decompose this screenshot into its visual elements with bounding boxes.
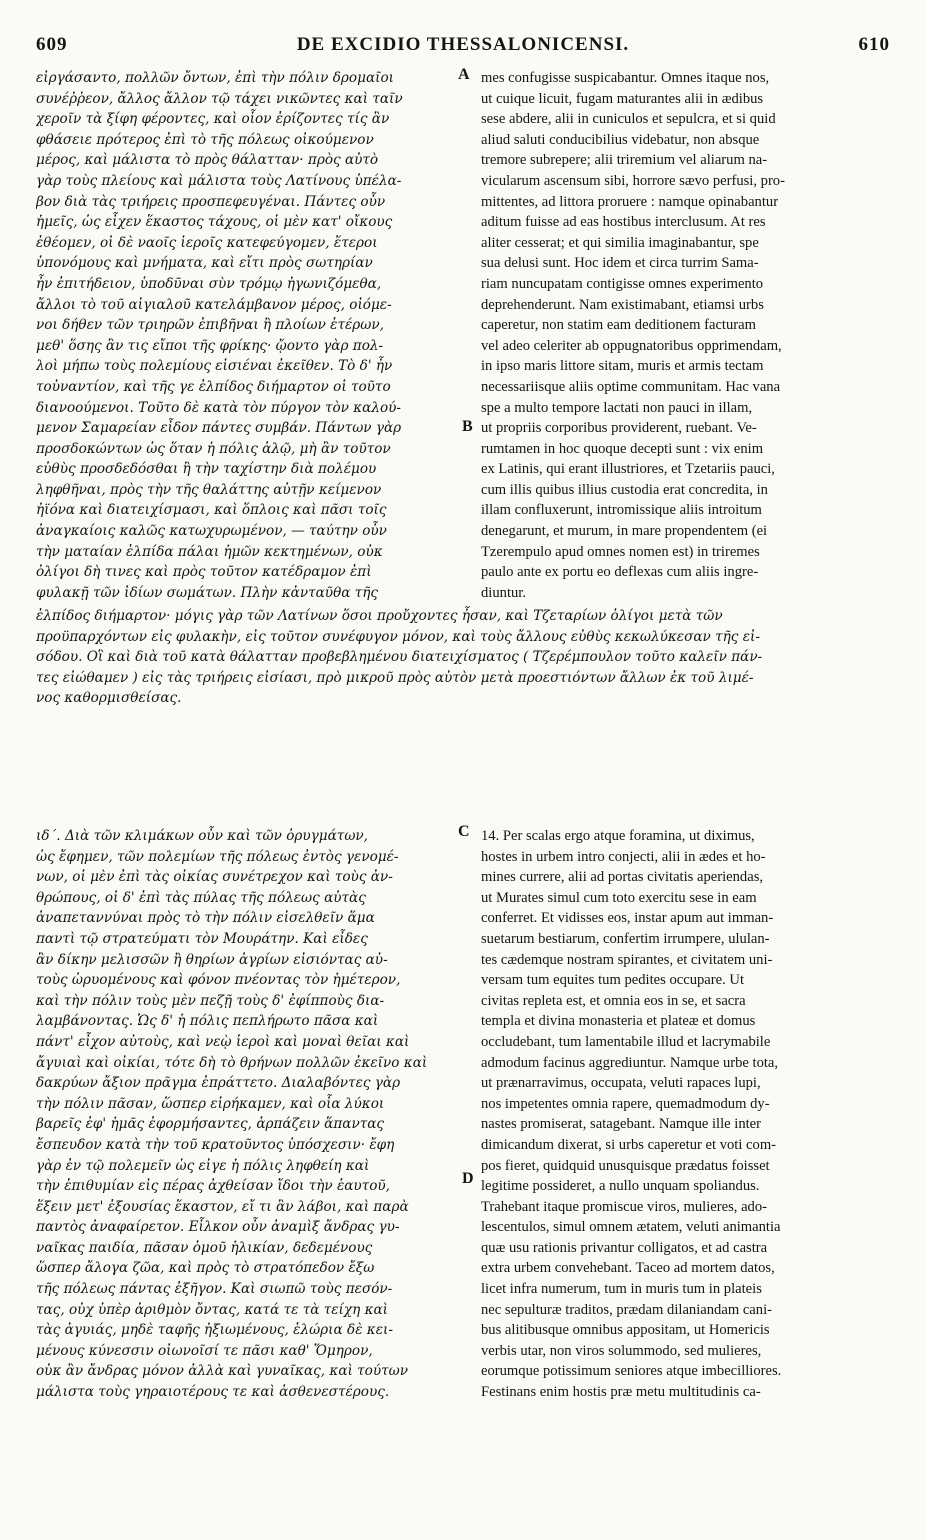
- text-line: sua delusi sunt. Hoc idem et circa turrim Sama-: [481, 255, 759, 272]
- text-line: hostes in urbem intro conjecti, alii in ædes et ho-: [481, 848, 766, 865]
- text-line: μενον Σαμαρείαν εἶδον πάντες συμβάν. Πάντων γὰρ: [36, 420, 402, 437]
- text-line: tes cædemque nostram spirantes, et civitatem uni-: [481, 951, 773, 968]
- text-line: Tzerempulo apud omnes nomen est) in triremes: [481, 543, 760, 560]
- text-line: μεθ' ὅσης ἂν τις εἴποι τῆς φρίκης· ᾤοντο γὰρ πολ-: [36, 337, 384, 354]
- text-line: παντὸς ἀναφαίρετον. Εἷλκον οὖν ἀναμὶξ ἄνδρας γυ-: [36, 1219, 400, 1236]
- text-line: μέρος, καὶ μάλιστα τὸ πρὸς θάλατταν· πρὸς αὐτὸ: [36, 152, 379, 169]
- margin-marker-a: A: [458, 66, 470, 83]
- text-line: τὰς ἀγυιάς, μηδὲ ταφῆς ἠξιωμένους, ἑλώρια δὲ κει-: [36, 1322, 393, 1339]
- text-line: Festinans enim hostis præ metu multitudinis ca-: [481, 1384, 761, 1401]
- running-title: DE EXCIDIO THESSALONICENSI.: [296, 34, 630, 55]
- text-line: ἕξειν μετ' ἐξουσίας ἕκαστον, εἴ τι ἂν λάβοι, καὶ παρὰ: [36, 1198, 409, 1215]
- text-line: θρώπους, οἱ δ' ἐπὶ τὰς πύλας τῆς πόλεως αὐτὰς: [36, 889, 366, 906]
- text-line: λαμβάνοντας. Ὡς δ' ἡ πόλις πεπλήρωτο πᾶσα καὶ: [36, 1013, 379, 1030]
- text-line: μάλιστα τοὺς γηραιοτέρους τε καὶ ἀσθενεστέρους.: [36, 1384, 390, 1401]
- text-line: in ipso maris littore sitam, muris et armis tectam: [481, 358, 764, 375]
- text-line: νων, οἱ μὲν ἐπὶ τὰς οἰκίας συνέτρεχον καὶ τοὺς ἀν-: [36, 869, 393, 886]
- text-line: βαρεῖς ἐφ' ἡμᾶς ἐφορμήσαντες, ἁρπάζειν ἅπαντας: [36, 1116, 385, 1133]
- text-line: ἂν δίκην μελισσῶν ἢ θηρίων ἀγρίων εἰσιόντας αὐ-: [36, 951, 388, 968]
- text-line: ἀναπεταννύναι πρὸς τὸ τὴν πόλιν εἰσελθεῖν ἅμα: [36, 910, 375, 927]
- text-line: τοὺς ὡρυομένους καὶ φόνον πνέοντας τὸν ἡμέτερον,: [36, 972, 401, 989]
- text-line: nec sepulturæ traditos, prædam dilaniandam cani-: [481, 1301, 772, 1318]
- text-line: mines currere, alii ad portas civitatis aperiendas,: [481, 869, 764, 886]
- text-line: aliter cesserat; et qui similia imaginabantur, spe: [481, 234, 759, 251]
- text-line: εἰργάσαντο, πολλῶν ὄντων, ἐπὶ τὴν πόλιν δρομαῖοι: [36, 70, 394, 86]
- text-line: γὰρ ἐν τῷ πολεμεῖν ὡς εἰγε ἡ πόλις ληφθείη καὶ: [36, 1157, 370, 1174]
- text-line: ὑπονόμους καὶ μνήματα, καὶ εἴτι πρὸς σωτηρίαν: [36, 255, 373, 272]
- text-line: cum illis quibus illius custodia erat concredita, in: [481, 481, 768, 498]
- text-line: eorumque potissimum seniores atque imbecilliores.: [481, 1363, 782, 1380]
- text-line: προσδοκώντων ὡς ὅταν ἡ πόλις ἁλῷ, μὴ ἂν τοῦτον: [36, 440, 391, 457]
- text-line: τες εἰώθαμεν ) εἰς τὰς τριήρεις εἰσίασι, πρὸ μικροῦ πρὸς αὐτὸν μετὰ προεστιόντων ἄλλων ἐκ τοῦ λιμέ-: [36, 669, 754, 686]
- text-line: ἀναγκαίοις καλῶς κατωχυρωμένον, — ταύτην οὖν: [36, 523, 387, 540]
- text-line: bus alitibusque omnibus appositam, ut Homericis: [481, 1322, 770, 1339]
- text-line: μένους κύνεσσιν οἰωνοῖσί τε πᾶσι καθ' Ὅμηρον,: [36, 1342, 373, 1359]
- text-line: versam tum equites tum pedites occupare. Ut: [481, 972, 745, 989]
- text-line: admodum facinus aggrediuntur. Namque urbe tota,: [481, 1054, 779, 1071]
- text-line: ληφθῆναι, πρὸς τὴν τῆς θαλάττης αὐτῇν κείμενον: [36, 481, 382, 498]
- text-line: τὴν πόλιν πᾶσαν, ὥσπερ εἰρήκαμεν, καὶ οἷα λύκοι: [36, 1095, 385, 1112]
- text-line: dimicandum dixerat, si urbs caperetur et voti com-: [481, 1136, 777, 1153]
- text-line: mittentes, ad littora proruere : namque opinabantur: [481, 193, 779, 210]
- text-line: συνέῤῥεον, ἄλλος ἄλλον τῷ τάχει νικῶντες καὶ ταῖν: [36, 90, 403, 107]
- margin-marker-b: B: [462, 418, 473, 435]
- text-line: εὐθὺς προσδεδόσθαι ἢ τὴν ταχίστην διὰ πολέμου: [36, 461, 377, 478]
- text-line: sese abdere, alii in cuniculos et sepulcra, et si quid: [481, 111, 776, 128]
- text-line: aditum fuisse ad eas hostibus interclusum. At res: [481, 214, 766, 231]
- text-line: τῆς πόλεως πάντας ἐξῆγον. Καὶ σιωπῶ τοὺς πεσόν-: [36, 1281, 393, 1298]
- text-line: ὥσπερ ἄλογα ζῶα, καὶ πρὸς τὸ στρατόπεδον ἔξω: [36, 1260, 375, 1277]
- text-line: ut prænarravimus, occupata, veluti rapaces lupi,: [481, 1075, 761, 1092]
- page-header: [36, 34, 890, 58]
- text-line: σόδου. Οἳ καὶ διὰ τοῦ κατὰ θάλατταν προβεβλημένου διατειχίσματος ( Τζερέμπουλον τοῦτο καλεῖν πάν-: [36, 649, 763, 666]
- text-line: προϋπαρχόντων εἰς φυλακὴν, εἰς τοῦτον συνέφυγον μόνον, καὶ τοὺς ἄλλους εὐθὺς κεκωλύκεσαν τῆς εἰ-: [36, 628, 760, 645]
- page-number-left: 609: [36, 34, 68, 55]
- text-line: ἐθέομεν, οἱ δὲ ναοῖς ἱεροῖς κατεφεύγομεν, ἕτεροι: [36, 234, 378, 251]
- text-line: suetarum bestiarum, confertim irrumpere, ululan-: [481, 930, 770, 947]
- text-line: ἡμεῖς, ὡς εἶχεν ἕκαστος τάχους, οἱ μὲν κατ' οἴκους: [36, 214, 393, 231]
- text-line: occludebant, tum lamentabile illud et lacrymabile: [481, 1033, 771, 1050]
- text-line: οὐκ ἂν ἄνδρας μόνον ἀλλὰ καὶ γυναῖκας, καὶ τούτων: [36, 1363, 408, 1380]
- text-line: πάντ' εἶχον αὐτοὺς, καὶ νεῲ ἱεροὶ καὶ μοναὶ θεῖαι καὶ: [36, 1033, 410, 1050]
- text-line: ut Murates simul cum toto exercitu sese in eam: [481, 889, 757, 906]
- text-line: παντὶ τῷ στρατεύματι τὸν Μουράτην. Καὶ εἶδες: [36, 930, 368, 947]
- text-line: δακρύων ἄξιον πρᾶγμα ἐπράττετο. Διαλαβόντες γὰρ: [36, 1075, 401, 1092]
- text-line: χεροῖν τὰ ξίφη φέροντες, καὶ οἷον ἐρίζοντες τίς ἂν: [36, 111, 390, 128]
- text-line: ὀλίγοι δὴ τινες καὶ πρὸς τοῦτον κατέδραμον ἐπὶ: [36, 564, 372, 581]
- text-line: ἔσπευδον κατὰ τὴν τοῦ κρατοῦντος ὑπόσχεσιν· ἔφη: [36, 1136, 395, 1153]
- text-line: φθάσειε πρότερος ἐπὶ τὸ τῆς πόλεως οἰκούμενον: [36, 131, 374, 148]
- text-line: diuntur.: [481, 584, 526, 601]
- text-line: lescentulos, simul omnem ætatem, veluti animantia: [481, 1219, 781, 1236]
- text-line: νοι δήθεν τῶν τριηρῶν ἐπιβῆναι ἢ πλοίων ἑτέρων,: [36, 317, 384, 334]
- text-line: templa et divina monasteria et plateæ et domus: [481, 1013, 756, 1030]
- text-line: νος καθορμισθείσας.: [36, 690, 182, 707]
- text-line: legitime possideret, a nullo unquam spoliandus.: [481, 1178, 760, 1195]
- text-line: extra urbem convehebant. Taceo ad mortem datos,: [481, 1260, 775, 1277]
- text-line: mes confugisse suspicabantur. Omnes itaque nos,: [481, 70, 770, 86]
- text-line: ut propriis corporibus providerent, ruebant. Ve-: [481, 420, 757, 437]
- text-line: γὰρ τοὺς πλείους καὶ μάλιστα τοὺς Λατίνους ὑπέλα-: [36, 172, 402, 189]
- text-line: necessariisque aliis optime communitam. Hac vana: [481, 378, 781, 395]
- text-line: nos impetentes omnia rapere, quemadmodum dy-: [481, 1095, 770, 1112]
- text-line: vicularum ascensum sibi, horrore sævo perfusi, pro-: [481, 172, 785, 189]
- text-line: riam nuncupatam contigisse omnes experimento: [481, 275, 764, 292]
- text-line: paulo ante ex portu eo deflexas cum aliis ingre-: [481, 564, 759, 581]
- greek-full-width-paragraph: [36, 606, 896, 709]
- text-line: licet infra numerum, tum in muris tum in plateis: [481, 1281, 762, 1298]
- text-line: denegarunt, et murum, in mare propendentem (ei: [481, 523, 768, 540]
- text-line: ἄγυιαὶ καὶ οἰκίαι, τότε δὴ τὸ θρήνων πολλῶν ἐκεῖνο καὶ: [36, 1054, 428, 1071]
- text-line: τοὐναντίον, καὶ τῆς γε ἐλπίδος διήμαρτον οἱ τοῦτο: [36, 378, 391, 395]
- text-line: ex Latinis, qui erant illustriores, et Tzetariis pauci,: [481, 461, 775, 478]
- text-line: ναῖκας παιδία, πᾶσαν ὁμοῦ ἡλικίαν, δεδεμένους: [36, 1239, 373, 1256]
- text-line: aliud saluti conducibilius videbatur, non absque: [481, 131, 760, 148]
- text-line: civitas repleta est, et omnia eos in se, et sacra: [481, 992, 746, 1009]
- text-line: tremore subrepere; alii triremium vel aliarum na-: [481, 152, 768, 169]
- text-line: caperetur, non statim eam deditionem facturam: [481, 317, 756, 334]
- greek-column-bottom: [36, 826, 454, 1403]
- text-line: verbis utar, non viros solummodo, sed mulieres,: [481, 1342, 762, 1359]
- page-number-right: 610: [858, 34, 890, 55]
- text-line: Trahebant itaque promiscue viros, mulieres, ado-: [481, 1198, 767, 1215]
- text-line: quæ usu rationis privantur colligatos, et ad castra: [481, 1239, 768, 1256]
- text-line: spe a multo tempore lactati non pauci in illam,: [481, 399, 753, 416]
- text-line: τὴν ματαίαν ἐλπίδα πάλαι ἡμῶν κεκτημένων, οὐκ: [36, 543, 383, 560]
- text-line: διανοούμενοι. Τοῦτο δὲ κατὰ τὸν πύργον τὸν καλού-: [36, 399, 402, 416]
- text-line: deprehenderunt. Nam existimabant, etiamsi urbs: [481, 296, 764, 313]
- margin-marker-c: C: [458, 823, 470, 840]
- text-line: τας, οὐχ ὑπὲρ ἀριθμὸν ὄντας, κατά τε τὰ τείχη καὶ: [36, 1301, 389, 1318]
- text-line: ὡς ἔφημεν, τῶν πολεμίων τῆς πόλεως ἐντὸς γενομέ-: [36, 848, 399, 865]
- text-line: ἠϊόνα καὶ διατειχίσμασι, καὶ ὅπλοις καὶ πᾶσι τοῖς: [36, 502, 387, 519]
- latin-column-top: [481, 68, 895, 603]
- text-line: ἄλλοι τὸ τοῦ αἰγιαλοῦ κατελάμβανον μέρος, οἰόμε-: [36, 296, 392, 313]
- margin-marker-d: D: [462, 1170, 474, 1187]
- text-line: conferret. Et vidisses eos, instar apum aut imman-: [481, 910, 774, 927]
- text-line: καὶ τὴν πόλιν τοὺς μὲν πεζῇ τοὺς δ' ἐφίπποὺς δια-: [36, 992, 385, 1009]
- text-line: rumtamen in hoc quoque decepti sunt : vix enim: [481, 440, 764, 457]
- text-line: βον διὰ τὰς τριήρεις προσπεφευγέναι. Πάντες οὖν: [36, 193, 386, 210]
- latin-column-bottom: [481, 826, 895, 1403]
- text-line: ἐλπίδος διήμαρτον· μόγις γὰρ τῶν Λατίνων ὅσοι προὔχοντες ἦσαν, καὶ Τζεταρίων ὀλίγοι μετὰ τῶν: [36, 608, 723, 624]
- text-line: φυλακῇ τῶν ἰδίων σωμάτων. Πλὴν κἀνταῦθα τῆς: [36, 584, 379, 601]
- text-line: ut cuique licuit, fugam maturantes alii in ædibus: [481, 90, 764, 107]
- text-line: pos fieret, quidquid unusquisque prædatus foisset: [481, 1157, 770, 1174]
- text-line: ιδ΄. Διὰ τῶν κλιμάκων οὖν καὶ τῶν ὀρυγμάτων,: [36, 828, 368, 844]
- text-line: vel adeo celeriter ab oppugnatoribus opprimendam,: [481, 337, 782, 354]
- text-line: ἦν ἐπιτήδειον, ὑποδῦναι σὺν τρόμῳ ἠγωνιζόμεθα,: [36, 275, 382, 292]
- greek-column-top: [36, 68, 454, 603]
- text-line: λοὶ μήπω τοὺς πολεμίους εἰσιέναι ἐκεῖθεν. Τὸ δ' ἦν: [36, 358, 393, 375]
- text-line: τὴν ἐπιθυμίαν εἰς πέρας ἀχθείσαν ἴδοι τὴν ἑαυτοῦ,: [36, 1178, 390, 1195]
- text-line: 14. Per scalas ergo atque foramina, ut diximus,: [481, 828, 755, 844]
- text-line: nastes promiserat, satagebant. Namque ille inter: [481, 1116, 762, 1133]
- text-line: illam confluxerunt, intromissique aliis introitum: [481, 502, 762, 519]
